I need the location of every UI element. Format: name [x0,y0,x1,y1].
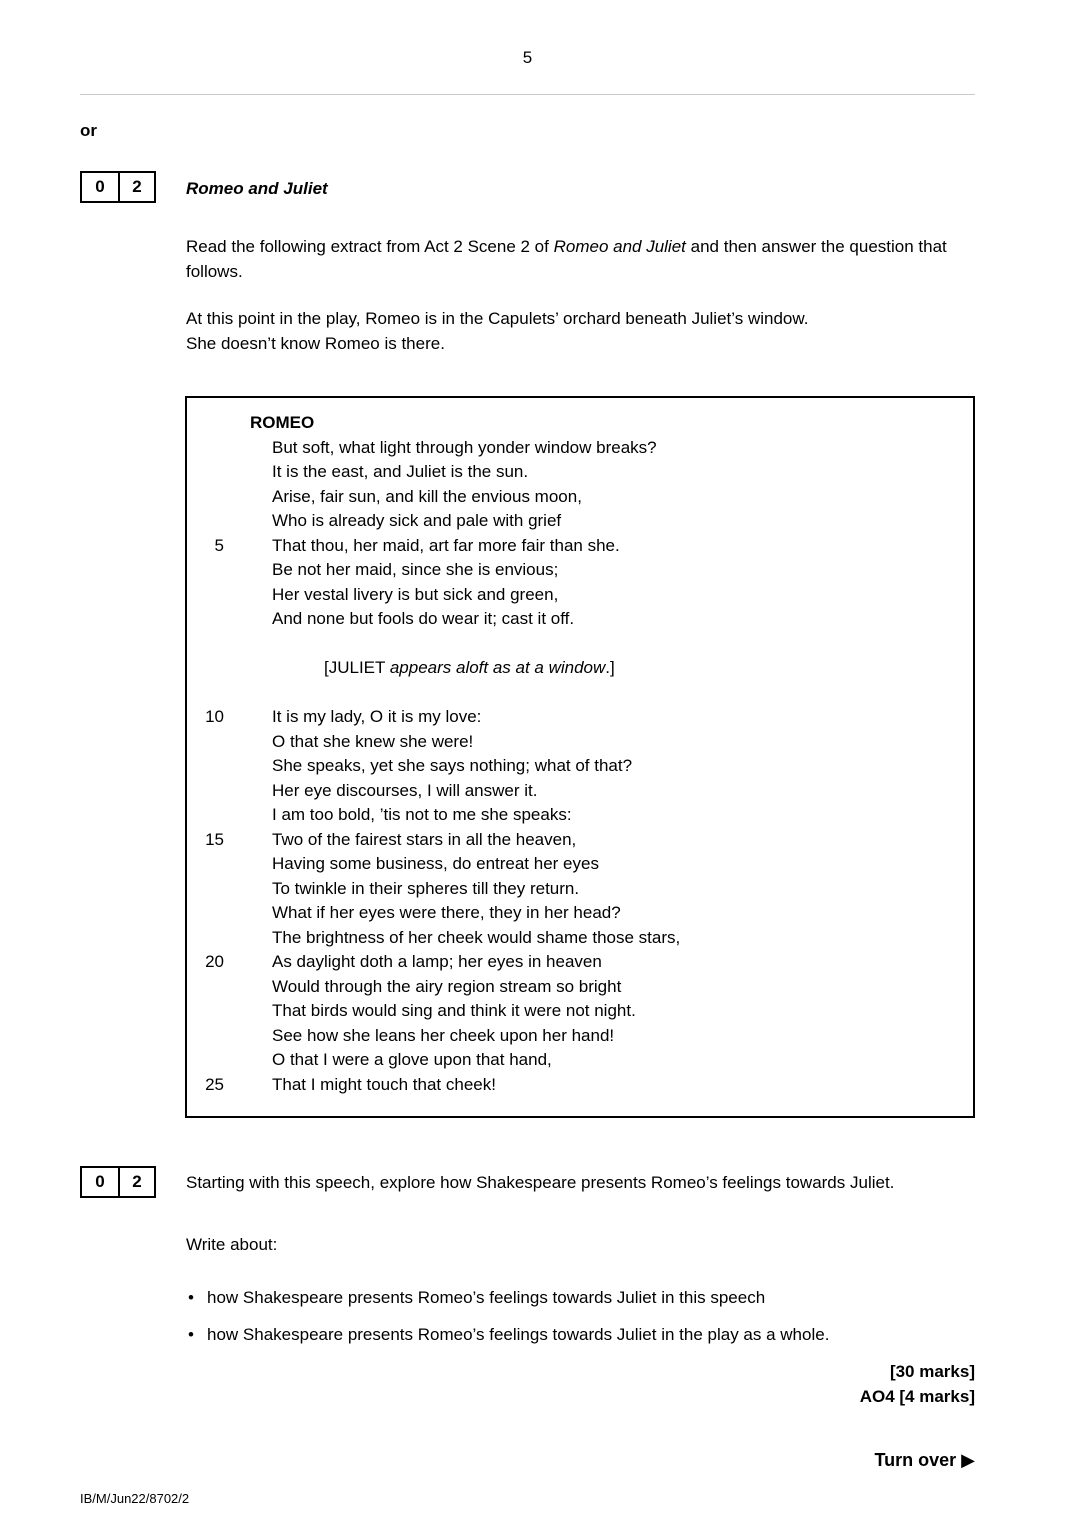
line-number [187,926,272,951]
verse-line [187,583,965,608]
line-number [187,436,272,461]
verse-text: Who is already sick and pale with grief [272,511,562,530]
verse-line [187,754,965,779]
verse-line [187,1048,965,1073]
verse-text: But soft, what light through yonder window breaks? [272,437,657,457]
line-number [187,1024,272,1049]
line-number [187,607,272,632]
verse-text: To twinkle in their spheres till they return. [272,878,580,898]
question-number-digit: 2 [118,1168,154,1196]
line-number [187,583,272,608]
line-number [187,779,272,804]
line-number [187,558,272,583]
verse-line [187,999,965,1024]
line-number [187,460,272,485]
verse-text: O that I were a glove upon that hand, [272,1050,552,1069]
bullet-item: • how Shakespeare presents Romeo’s feelings towards Juliet in this speech [186,1285,975,1310]
line-number [187,852,272,877]
line-number [187,975,272,1000]
verse-line [187,705,965,730]
context-paragraph [186,306,975,356]
verse-block-b [187,705,965,1097]
write-about-label: Write about: [186,1235,278,1254]
bullet-item: • how Shakespeare presents Romeo’s feelings towards Juliet in the play as a whole. [186,1322,975,1347]
bullet-list [186,1285,975,1347]
verse-text: I am too bold, ’tis not to me she speaks: [272,805,572,824]
verse-text: Arise, fair sun, and kill the envious moon, [272,486,582,506]
verse-line [187,877,965,902]
verse-line [187,460,965,485]
verse-line [187,1024,965,1049]
line-number: 10 [205,707,224,726]
verse-line [187,730,965,755]
question-number-box [80,171,156,203]
speaker-name: ROMEO [250,413,315,432]
verse-text: And none but fools do wear it; cast it off. [272,609,575,628]
stage-direction-italic: appears aloft as at a window [389,657,606,677]
verse-line [187,485,965,510]
turn-over-label: Turn over [874,1450,957,1470]
verse-line [187,975,965,1000]
verse-line [187,534,965,559]
verse-text: Her vestal livery is but sick and green, [272,584,559,604]
line-number [187,754,272,779]
marks-block [80,1359,975,1409]
verse-text: O that she knew she were! [272,731,474,751]
verse-line [187,901,965,926]
turn-over [874,1450,975,1471]
context-line: At this point in the play, Romeo is in the Capulets’ orchard beneath Juliet’s window. [186,309,809,328]
stage-direction-pre: [JULIET [324,657,390,677]
read-instruction-pre: Read the following extract from Act 2 Scene 2 of [186,237,554,256]
marks-ao4: AO4 [4 marks] [859,1387,975,1406]
line-number: 25 [205,1074,224,1094]
verse-line [187,436,965,461]
page-number: 5 [522,48,533,67]
line-number [187,877,272,902]
line-number: 5 [214,535,224,555]
verse-text: It is the east, and Juliet is the sun. [272,462,529,481]
play-title: Romeo and Juliet [186,179,328,198]
verse-text: Her eye discourses, I will answer it. [272,780,538,800]
line-number: 15 [205,829,224,849]
question-prompt-row [80,1166,975,1198]
header-rule [80,94,975,95]
verse-text: Be not her maid, since she is envious; [272,560,559,579]
marks-total: [30 marks] [889,1362,975,1381]
verse-text: She speaks, yet she says nothing; what of that? [272,756,633,775]
line-number [187,509,272,534]
verse-line [187,852,965,877]
line-number [187,730,272,755]
line-number [187,485,272,510]
stage-direction [324,656,965,681]
verse-text: That birds would sing and think it were not night. [272,1001,636,1020]
or-label: or [80,121,97,140]
line-number [187,999,272,1024]
extract-box [185,396,975,1118]
verse-text: What if her eyes were there, they in her head? [272,903,621,922]
verse-text: It is my lady, O it is my love: [272,707,482,726]
verse-text: Two of the fairest stars in all the heaven, [272,829,577,849]
line-number [187,803,272,828]
paper-reference-code: IB/M/Jun22/8702/2 [80,1491,190,1506]
verse-text: The brightness of her cheek would shame those stars, [272,927,681,947]
read-instruction-post: and then answer the question that follows. [186,237,947,281]
line-number: 20 [205,952,224,971]
context-line: She doesn’t know Romeo is there. [186,334,445,353]
verse-text: Having some business, do entreat her eyes [272,854,599,873]
verse-line [187,950,965,975]
question-number-digit: 0 [95,177,105,196]
verse-line [187,828,965,853]
verse-text: Would through the airy region stream so bright [272,976,622,996]
verse-text: See how she leans her cheek upon her hand! [272,1025,615,1045]
question-number-box [80,1166,156,1198]
read-instruction [186,234,975,284]
verse-line [187,779,965,804]
verse-block-a [187,436,965,632]
verse-text: That thou, her maid, art far more fair than she. [272,535,620,555]
question-number-digit: 2 [118,173,154,201]
line-number [187,1048,272,1073]
verse-text: That I might touch that cheek! [272,1074,496,1094]
verse-line [187,558,965,583]
question-number-digit: 0 [95,1172,105,1191]
stage-direction-post: .] [605,657,615,677]
verse-line [187,926,965,951]
verse-line [187,509,965,534]
verse-line [187,607,965,632]
verse-line [187,1073,965,1098]
read-instruction-title: Romeo and Juliet [553,237,686,256]
line-number [187,901,272,926]
question-title-row [80,171,975,203]
question-prompt: Starting with this speech, explore how Shakespeare presents Romeo’s feelings towards Juliet. [186,1172,895,1192]
turn-over-arrow-icon: ▶ [961,1450,975,1470]
verse-line [187,803,965,828]
verse-text: As daylight doth a lamp; her eyes in heaven [272,952,602,971]
